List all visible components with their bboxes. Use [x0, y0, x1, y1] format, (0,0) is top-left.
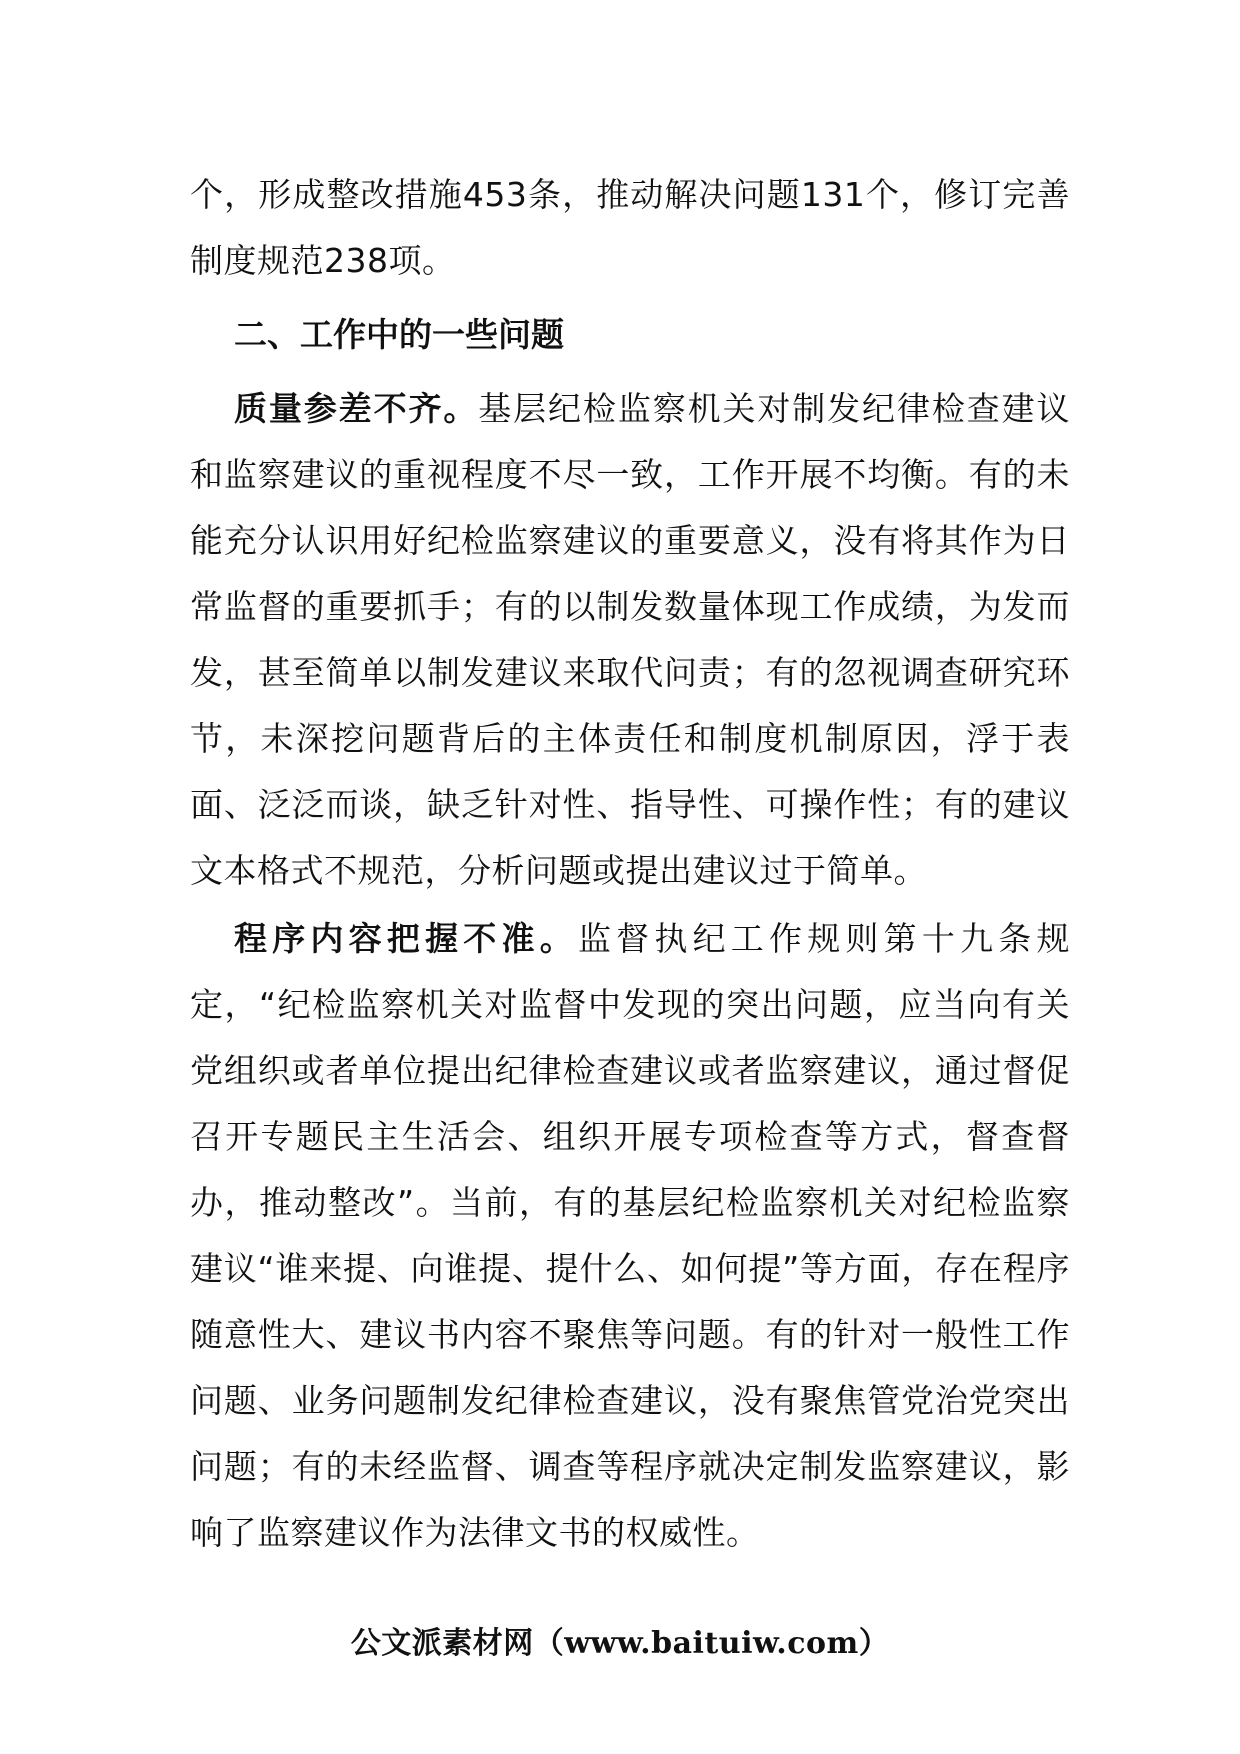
paragraph-body: 基层纪检监察机关对制发纪律检查建议和监察建议的重视程度不尽一致，工作开展不均衡。有的未能充分认识用好纪检监察建议的重要意义，没有将其作为日常监督的重要抓手；有的以制发数量体现工作成绩，为发而发，甚至简单以制发建议来取代问责；有的忽视调查研究环节，未深挖问题背后的主体责任和制度机制原因，浮于表面、泛泛而谈，缺乏针对性、指导性、可操作性；有的建议文本格式不规范，分析问题或提出建议过于简单。: [190, 389, 1071, 890]
paragraph-lead: 质量参差不齐。: [234, 389, 479, 428]
section-heading: 二、工作中的一些问题: [234, 315, 564, 354]
paragraph-body: 监督执纪工作规则第十九条规定，“纪检监察机关对监督中发现的突出问题，应当向有关党组织或者单位提出纪律检查建议或者监察建议，通过督促召开专题民主生活会、组织开展专项检查等方式，督查督办，推动整改”。当前，有的基层纪检监察机关对纪检监察建议“谁来提、向谁提、提什么、如何提”等方面，存在程序随意性大、建议书内容不聚焦等问题。有的针对一般性工作问题、业务问题制发纪律检查建议，没有聚焦管党治党突出问题；有的未经监督、调查等程序就决定制发监察建议，影响了监察建议作为法律文书的权威性。: [190, 919, 1071, 1552]
paragraph-procedure: [190, 906, 1070, 1566]
intro-paragraph: 个，形成整改措施453条，推动解决问题131个，修订完善制度规范238项。: [190, 175, 1070, 280]
paragraph-lead: 程序内容把握不准。: [234, 919, 578, 958]
footer-watermark: 公文派素材网（www.baituiw.com）: [350, 1626, 890, 1661]
document-body: [190, 162, 1070, 1566]
paragraph-quality: [190, 376, 1070, 904]
